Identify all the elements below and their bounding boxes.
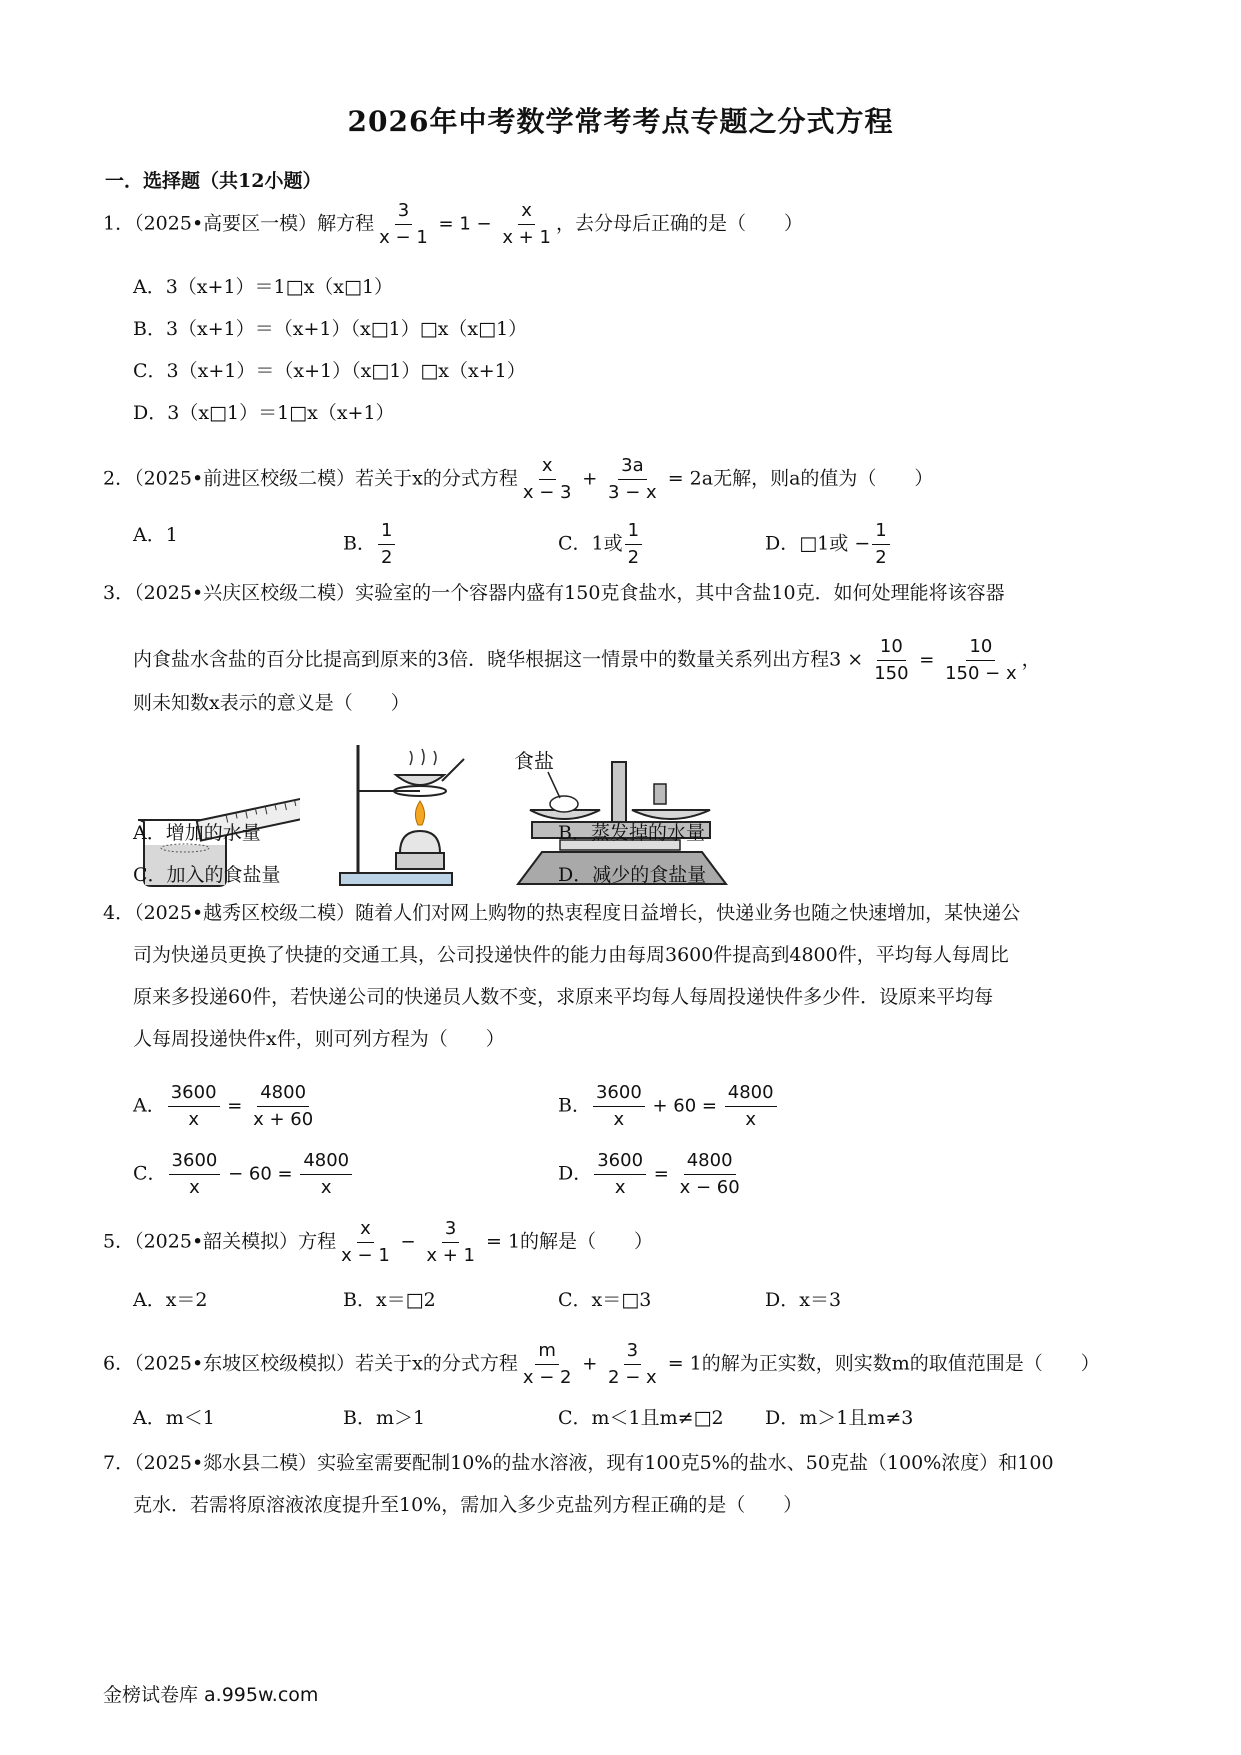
salt-label: 食盐 [514, 749, 554, 773]
question-6-option-b[interactable]: B．m＞1 [343, 1407, 426, 1429]
question-4-line-1: 4．（2025•越秀区校级二模）随着人们对网上购物的热衷程度日益增长，快递业务也随之快速增加，某快递公 [103, 902, 1021, 924]
section-heading: 一．选择题（共12小题） [105, 170, 322, 192]
fraction: $\frac{x}{x + 1}$ [502, 200, 551, 248]
question-4-line-2: 司为快递员更换了快捷的交通工具，公司投递快件的能力由每周3600件提高到4800件，平均每人每周比 [133, 944, 1009, 966]
question-1-stem: 1．（2025•高要区一模）解方程 $\frac{3}{x - 1}$ = 1 − $\frac{x}{x + 1}$ ，去分母后正确的是（ ） [103, 200, 803, 248]
fraction: $\frac{3}{2 - x}$ [608, 1340, 657, 1388]
fraction: $\frac{x}{x - 1}$ [341, 1218, 390, 1266]
question-5-stem: 5．（2025•韶关模拟）方程 $\frac{x}{x - 1}$ − $\frac{3}{x + 1}$ = 1的解是（ ） [103, 1218, 654, 1266]
question-3-line-3: 则未知数x表示的意义是（ ） [133, 692, 410, 714]
question-1-option-b[interactable]: B．3（x+1）＝（x+1）（x□1）□x（x□1） [133, 318, 528, 340]
question-4-line-4: 人每周投递快件x件，则可列方程为（ ） [133, 1028, 505, 1050]
question-3-option-c[interactable]: C．加入的食盐量 [133, 864, 281, 886]
question-4-option-d[interactable]: D． $\frac{3600}{x}$ = $\frac{4800}{x - 60}$ [558, 1150, 740, 1198]
question-1-option-a[interactable]: A．3（x+1）＝1□x（x□1） [133, 276, 394, 298]
fraction: $\frac{3a}{3 - x}$ [608, 455, 657, 503]
question-5-option-d[interactable]: D．x＝3 [765, 1289, 842, 1311]
question-7-line-1: 7．（2025•郯水县二模）实验室需要配制10%的盐水溶液，现有100克5%的盐水、50克盐（100%浓度）和100 [103, 1452, 1054, 1474]
question-5-option-c[interactable]: C．x＝□3 [558, 1289, 652, 1311]
question-5-option-b[interactable]: B．x＝□2 [343, 1289, 436, 1311]
question-4-line-3: 原来多投递60件，若快递公司的快递员人数不变，求原来平均每人每周投递快件多少件．设原来平均每 [133, 986, 994, 1008]
question-6-option-c[interactable]: C．m＜1且m≠□2 [558, 1407, 724, 1429]
question-3-line-2: 内食盐水含盐的百分比提高到原来的3倍．晓华根据这一情景中的数量关系列出方程3 × $\frac{10}{150}$ = $\frac{10}{150 - x}$ ， [133, 636, 1041, 684]
question-1-option-d[interactable]: D．3（x□1）＝1□x（x+1） [133, 402, 395, 424]
question-2-option-a[interactable]: A．1 [133, 524, 178, 546]
question-5-option-a[interactable]: A．x＝2 [133, 1289, 208, 1311]
question-4-option-a[interactable]: A． $\frac{3600}{x}$ = $\frac{4800}{x + 60}$ [133, 1082, 314, 1130]
evaporation-stand-illustration [330, 735, 465, 895]
footer-source: 金榜试卷库 a.995w.com [103, 1684, 319, 1706]
question-3-option-a[interactable]: A．增加的水量 [133, 822, 261, 844]
fraction: $\frac{3}{x + 1}$ [426, 1218, 475, 1266]
question-1-option-c[interactable]: C．3（x+1）＝（x+1）（x□1）□x（x+1） [133, 360, 526, 382]
question-2-stem: 2．（2025•前进区校级二模）若关于x的分式方程 $\frac{x}{x - 3}$ + $\frac{3a}{3 - x}$ = 2a无解，则a的值为（ ） [103, 455, 934, 503]
question-6-option-a[interactable]: A．m＜1 [133, 1407, 215, 1429]
question-3-option-b[interactable]: B．蒸发掉的水量 [558, 822, 705, 844]
question-3-option-d[interactable]: D．减少的食盐量 [558, 864, 707, 886]
question-4-option-c[interactable]: C． $\frac{3600}{x}$ − 60 = $\frac{4800}{x}$ [133, 1150, 354, 1199]
question-3-line-1: 3．（2025•兴庆区校级二模）实验室的一个容器内盛有150克食盐水，其中含盐10克．如何处理能将该容器 [103, 582, 1005, 604]
page-title: 2026年中考数学常考考点专题之分式方程 [347, 105, 894, 138]
question-6-option-d[interactable]: D．m＞1且m≠3 [765, 1407, 914, 1429]
question-2-option-c[interactable]: C．1或 $\frac{1}{2}$ [558, 520, 644, 569]
fraction: $\frac{m}{x - 2}$ [522, 1340, 572, 1388]
question-7-line-2: 克水．若需将原溶液浓度提升至10%，需加入多少克盐列方程正确的是（ ） [133, 1494, 803, 1516]
fraction: $\frac{x}{x - 3}$ [522, 455, 572, 503]
fraction: $\frac{3}{x - 1}$ [379, 200, 428, 248]
fraction: $\frac{10}{150 - x}$ [945, 636, 1017, 684]
question-2-option-b[interactable]: B． $\frac{1}{2}$ [343, 520, 397, 569]
question-2-option-d[interactable]: D．□1或 − $\frac{1}{2}$ [765, 520, 892, 569]
question-6-stem: 6．（2025•东坡区校级模拟）若关于x的分式方程 $\frac{m}{x - 2}$ + $\frac{3}{2 - x}$ = 1的解为正实数，则实数m的取值范围是（ ） [103, 1340, 1100, 1388]
fraction: $\frac{10}{150}$ [874, 636, 909, 684]
question-4-option-b[interactable]: B． $\frac{3600}{x}$ + 60 = $\frac{4800}{x}$ [558, 1082, 779, 1131]
